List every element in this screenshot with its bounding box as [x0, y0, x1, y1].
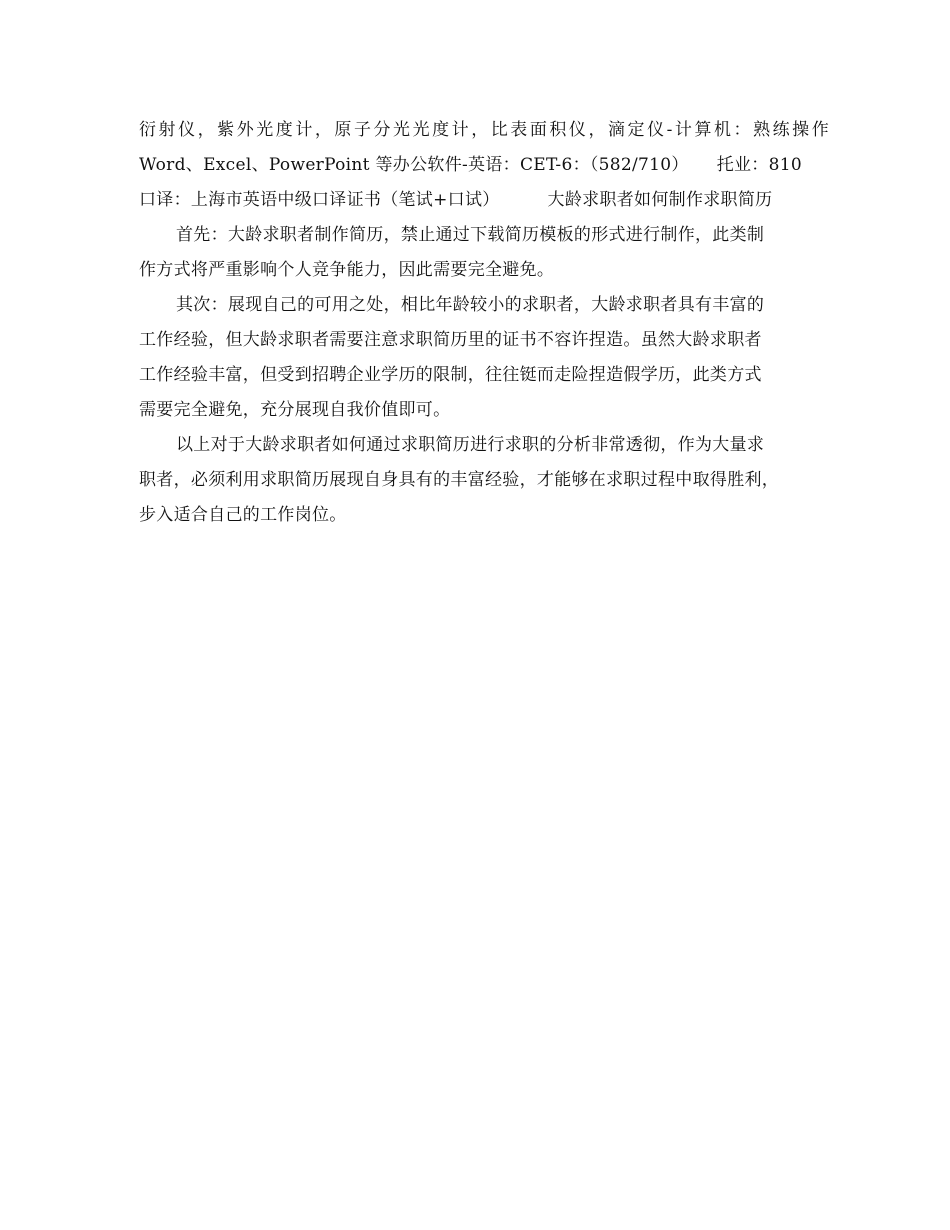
text-line: 职者，必须利用求职简历展现自身具有的丰富经验，才能够在求职过程中取得胜利， [139, 470, 780, 490]
text-line: 步入适合自己的工作岗位。 [139, 505, 347, 525]
text-line: 首先：大龄求职者制作简历，禁止通过下载简历模板的形式进行制作，此类制 [176, 225, 765, 245]
text-line: 衍射仪，紫外光度计，原子分光光度计，比表面积仪，滴定仪-计算机：熟练操作 [139, 120, 829, 140]
text-line: 作方式将严重影响个人竞争能力，因此需要完全避免。 [139, 260, 555, 280]
text-line: 工作经验，但大龄求职者需要注意求职简历里的证书不容许捏造。虽然大龄求职者 [139, 330, 762, 350]
section-heading: 大龄求职者如何制作求职简历 [547, 190, 773, 210]
paragraph-first [139, 218, 829, 288]
text-line: 工作经验丰富，但受到招聘企业学历的限制，往往铤而走险捏造假学历，此类方式 [139, 365, 762, 385]
interpretation-certificate-text: 口译：上海市英语中级口译证书（笔试+口试） [139, 190, 500, 210]
text-line: 其次：展现自己的可用之处，相比年龄较小的求职者，大龄求职者具有丰富的 [176, 295, 765, 315]
paragraph-conclusion [139, 428, 829, 533]
paragraph-second [139, 288, 829, 428]
text-line [139, 148, 829, 183]
text-line [139, 183, 829, 218]
toeic-score-text: 托业：810 [716, 155, 802, 175]
document-body [139, 113, 829, 533]
office-software-and-english-text: Word、Excel、PowerPoint 等办公软件-英语：CET-6：（582/710） [139, 155, 689, 175]
text-line: 需要完全避免，充分展现自我价值即可。 [139, 400, 451, 420]
text-line: 以上对于大龄求职者如何通过求职简历进行求职的分析非常透彻，作为大量求 [176, 435, 765, 455]
